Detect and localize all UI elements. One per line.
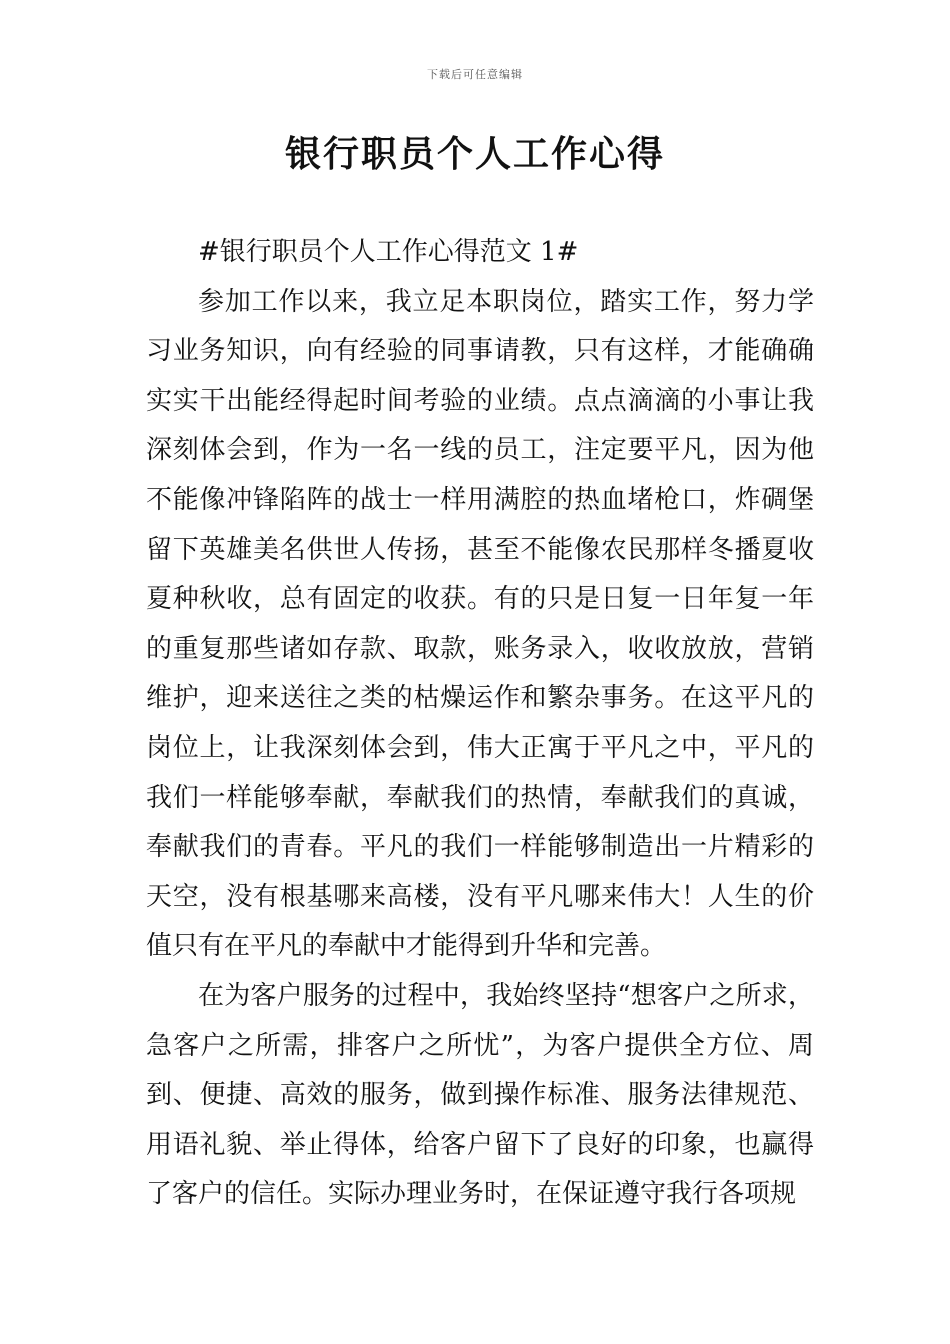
document-title: 银行职员个人工作心得 <box>284 134 665 175</box>
document-body <box>146 228 814 1220</box>
paragraph-1: 参加工作以来，我立足本职岗位，踏实工作，努力学习业务知识，向有经验的同事请教，只有这样，才能确确实实干出能经得起时间考验的业绩。点点滴滴的小事让我深刻体会到，作为一名一线的员工，注定要平凡，因为他不能像冲锋陷阵的战士一样用满腔的热血堵枪口，炸碉堡留下英雄美名供世人传扬，甚至不能像农民那样冬播夏收夏种秋收，总有固定的收获。有的只是日复一日年复一年的重复那些诸如存款、取款，账务录入，收收放放，营销维护，迎来送往之类的枯燥运作和繁杂事务。在这平凡的岗位上，让我深刻体会到，伟大正寓于平凡之中，平凡的我们一样能够奉献，奉献我们的热情，奉献我们的真诚，奉献我们的青春。平凡的我们一样能够制造出一片精彩的天空，没有根基哪来高楼，没有平凡哪来伟大！人生的价值只有在平凡的奉献中才能得到升华和完善。 <box>146 286 814 962</box>
header-note: 下载后可任意编辑 <box>427 68 523 81</box>
section-heading: #银行职员个人工作心得范文 1# <box>198 237 579 267</box>
paragraph-2: 在为客户服务的过程中，我始终坚持“想客户之所求，急客户之所需，排客户之所忧”，为客户提供全方位、周到、便捷、高效的服务，做到操作标准、服务法律规范、用语礼貌、举止得体，给客户留下了良好的印象，也赢得了客户的信任。实际办理业务时，在保证遵守我行各项规 <box>146 980 814 1210</box>
